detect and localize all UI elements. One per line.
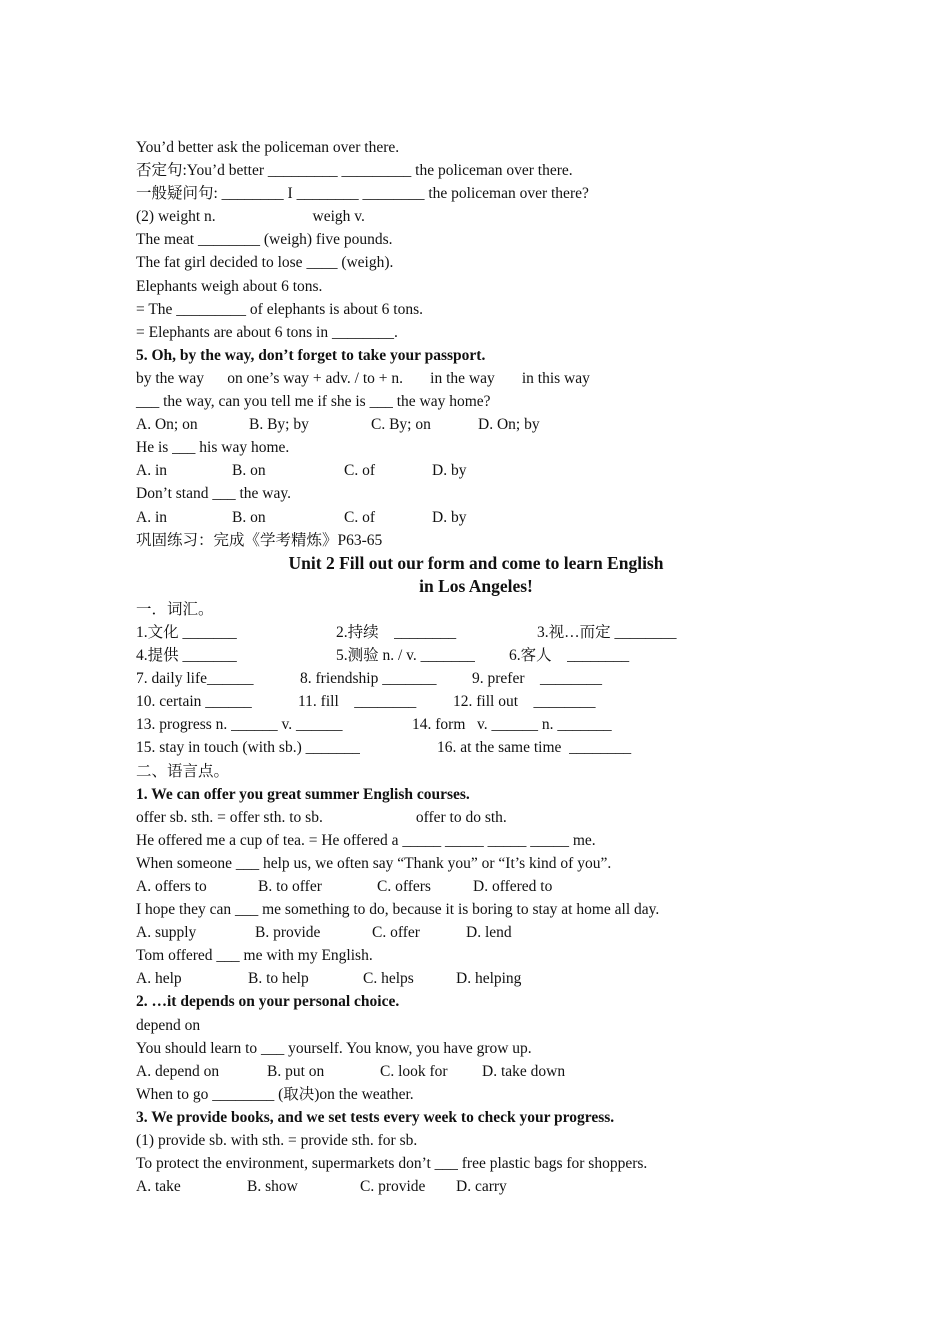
answer-options	[136, 506, 836, 529]
text-line: ___ the way, can you tell me if she is ___ the way home?	[136, 393, 491, 411]
option: C. of	[344, 462, 375, 480]
text-line: depend on	[136, 1016, 201, 1034]
vocab-item: 6.客人 ________	[509, 647, 630, 665]
option: B. to offer	[258, 878, 322, 895]
answer-options	[136, 1175, 836, 1198]
language-point-2-heading: 2. …it depends on your personal choice.	[136, 993, 400, 1011]
option: A. in	[136, 508, 167, 526]
text-line: You’d better ask the policeman over there.	[136, 139, 400, 156]
answer-options	[136, 459, 836, 482]
option: A. On; on	[136, 416, 198, 434]
text-line: 一般疑问句: ________ I ________ ________ the policeman over there?	[136, 185, 589, 203]
option: A. take	[136, 1178, 181, 1196]
question-stem: When to go ________ (取决)on the weather.	[136, 1085, 414, 1103]
option: D. take down	[482, 1062, 566, 1080]
option: C. of	[344, 508, 375, 526]
option: C. helps	[363, 970, 414, 988]
text-line: offer sb. sth. = offer sth. to sb. offer to do sth.	[136, 808, 507, 826]
vocab-item: 2.持续 ________	[336, 623, 457, 641]
vocab-row	[136, 690, 836, 713]
question-stem: Tom offered ___ me with my English.	[136, 947, 373, 965]
option: D. lend	[466, 924, 512, 942]
text-line: (1) provide sb. with sth. = provide sth. for sb.	[136, 1132, 418, 1150]
option: A. depend on	[136, 1062, 220, 1080]
option: B. put on	[267, 1062, 325, 1080]
language-point-3-heading: 3. We provide books, and we set tests every week to check your progress.	[136, 1108, 615, 1126]
vocab-row	[136, 713, 836, 736]
section-heading-language-points: 二、语言点。	[136, 762, 230, 780]
answer-options	[136, 967, 836, 990]
text-line: (2) weight n. weigh v.	[136, 208, 365, 226]
text-line: When someone ___ help us, we often say “Thank you” or “It’s kind of you”.	[136, 854, 612, 872]
text-line: You should learn to ___ yourself. You know, you have grow up.	[136, 1039, 532, 1057]
vocab-item: 8. friendship _______	[300, 670, 437, 688]
option: B. By; by	[249, 416, 309, 434]
option: D. offered to	[473, 878, 553, 895]
option: C. By; on	[371, 416, 431, 434]
option: C. offers	[377, 878, 431, 895]
vocab-item: 9. prefer ________	[472, 670, 602, 688]
language-point-1-heading: 1. We can offer you great summer English courses.	[136, 785, 470, 803]
option: D. carry	[456, 1178, 507, 1196]
section-heading-vocab: 一．词汇。	[136, 600, 214, 618]
option: D. by	[432, 508, 467, 526]
vocab-item: 15. stay in touch (with sb.) _______	[136, 739, 360, 757]
option: B. show	[247, 1178, 298, 1196]
vocab-row	[136, 667, 836, 690]
unit-title: in Los Angeles!	[419, 575, 533, 596]
option: D. On; by	[478, 416, 540, 434]
vocab-item: 3.视…而定 ________	[537, 623, 677, 641]
option: A. supply	[136, 924, 197, 942]
option: A. offers to	[136, 878, 207, 895]
option: A. help	[136, 970, 182, 988]
option: B. provide	[255, 924, 321, 942]
text-line: The meat ________ (weigh) five pounds.	[136, 231, 393, 249]
option: D. by	[432, 462, 467, 480]
point-5-heading: 5. Oh, by the way, don’t forget to take your passport.	[136, 346, 486, 364]
vocab-item: 12. fill out ________	[453, 693, 596, 711]
option: C. look for	[380, 1062, 448, 1080]
vocab-item: 1.文化 _______	[136, 623, 237, 641]
vocab-item: 4.提供 _______	[136, 647, 237, 665]
text-line: by the way on one’s way + adv. / to + n. in the way in this way	[136, 369, 590, 387]
vocab-item: 10. certain ______	[136, 693, 252, 711]
answer-options	[136, 875, 836, 898]
option: B. on	[232, 508, 266, 526]
option: C. offer	[372, 924, 420, 942]
practice-note: 巩固练习：完成《学考精炼》P63-65	[136, 531, 383, 549]
text-line: Elephants weigh about 6 tons.	[136, 277, 323, 295]
unit-title: Unit 2 Fill out our form and come to learn English	[288, 552, 664, 573]
text-line: = The _________ of elephants is about 6 tons.	[136, 300, 423, 318]
vocab-item: 13. progress n. ______ v. ______	[136, 716, 343, 734]
option: C. provide	[360, 1178, 426, 1196]
text-line: The fat girl decided to lose ____ (weigh).	[136, 254, 394, 272]
question-stem: I hope they can ___ me something to do, because it is boring to stay at home all day.	[136, 901, 660, 919]
text-line: = Elephants are about 6 tons in ________.	[136, 323, 398, 341]
vocab-item: 11. fill ________	[298, 693, 417, 711]
document-page	[136, 136, 836, 1198]
answer-options	[136, 413, 836, 436]
text-line: He offered me a cup of tea. = He offered a _____ _____ _____ _____ me.	[136, 831, 596, 849]
vocab-item: 5.测验 n. / v. _______	[336, 647, 475, 665]
option: B. to help	[248, 970, 309, 988]
option: D. helping	[456, 970, 522, 988]
vocab-row	[136, 736, 836, 759]
vocab-item: 7. daily life______	[136, 670, 254, 688]
vocab-row	[136, 644, 836, 667]
option: B. on	[232, 462, 266, 480]
vocab-item: 14. form v. ______ n. _______	[412, 716, 612, 734]
question-stem: Don’t stand ___ the way.	[136, 485, 291, 503]
answer-options	[136, 1060, 836, 1083]
text-line: 否定句:You’d better _________ _________ the policeman over there.	[136, 162, 573, 180]
answer-options	[136, 921, 836, 944]
option: A. in	[136, 462, 167, 480]
vocab-row	[136, 621, 836, 644]
text-line: To protect the environment, supermarkets don’t ___ free plastic bags for shoppers.	[136, 1155, 648, 1173]
question-stem: He is ___ his way home.	[136, 439, 290, 457]
vocab-item: 16. at the same time ________	[437, 739, 632, 757]
